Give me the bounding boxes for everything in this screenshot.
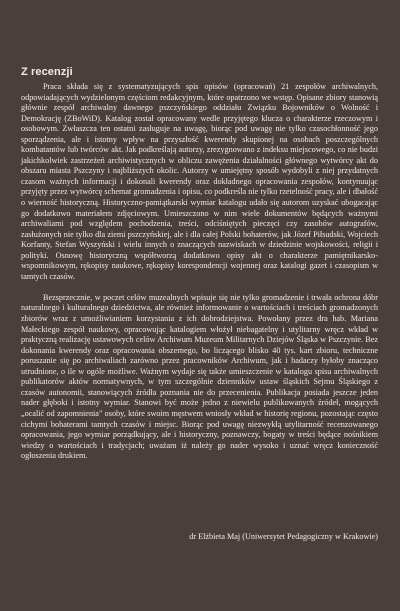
review-body <box>21 82 378 462</box>
review-paragraph-1: Praca składa się z systematyzujących spis opisów (opracowań) 21 zespołów archiwalnych, odpowiadających wydzielonym częściom redakcyjnym, które opatrzono we wstęp. Opisane zbiory stanowią głównie zespół archiwalny dawnego pszczyńskiego oddziału Związku Bojowników o Wolność i Demokrację (ZBoWiD). Katalog został opracowany wedle przyjętego klucza o charakterze rzeczowym i osobowym. Zwłaszcza ten ostatni zasługuje na uwagę, biorąc pod uwagę nie tylko czasochłonność jego sporządzenia, ale i istotny wpływ na przyszłość kwerendy skupionej na osobach poszczególnych kombatantów lub twórców akt. Jak podkreślają autorzy, zrezygnowano z indeksu miejscowego, co nie budzi jakichkolwiek zastrzeżeń archiwistycznych w obliczu zawężenia działalności głównego wytwórcy akt do obszaru miasta Pszczyny i najbliższych okolic. Autorzy w umiejętny sposób wydobyli z niej przydatnych czasom ważnych informacji i dokonali kwerendy oraz dokładnego opracowania zespołów, kontynuując przyjęty przez wytwórcę schemat gromadzenia i opisu, co podkreśla nie tylko rzetelność pracy, ale i dbałość o wierność historyczną. Historyczno-pamiątkarski wymiar katalogu udało się autorom uzyskać ubogacając go dodatkowo materiałem zdjęciowym. Umieszczono w nim wiele dokumentów będących ważnymi archiwaliami pod względem pochodzenia, treści, odciśniętych pieczęci czy zasobów autografów, zasłużonych nie tylko dla ziemi pszczyńskiej, ale i dla całej Polski bohaterów, jak Józef Piłsudski, Wojciech Korfanty, Stefan Wyszyński i wielu innych o znaczących nazwiskach w dziedzinie wojskowości, religii i polityki. Osnowę historyczną współtworzą dodatkowo opisy akt o charakterze pamiętnikarsko-wspomnikowym, rękopisy naukowe, rękopisy korespondencji wojennej oraz katalogi gazet i czasopism w tamtych czasów. <box>21 82 378 281</box>
review-heading: Z recenzji <box>21 66 73 78</box>
review-paragraph-2: Bezsprzecznie, w poczet celów muzealnych wpisuje się nie tylko gromadzenie i trwała ochrona dóbr naturalnego i kulturalnego dziedzictwa, ale również informowanie o wartościach i treściach gromadzonych zbiorów wraz z umożliwianiem korzystania z ich dobrodziejstwa. Powołany przez dra hab. Mariana Małeckiego zespół naukowy, opracowując katalogiem włożył niebagatelny i utylitarny wręcz wkład w praktyczną realizację ustawowych celów Archiwum Muzeum Militarnych Dziejów Śląska w Pszczynie. Bez dokonania kwerendy oraz opracowania obszernego, bo liczącego blisko 40 tys. kart zbioru, techniczne poruszanie się po archiwaliach zarówno przez pracowników Archiwum, jak i badaczy byłoby znacząco utrudnione, o ile w ogóle możliwe. Ważnym wydaje się także umieszczenie w katalogu spisu archiwalnych publikatorów aktów normatywnych, w tym szczególnie dzienników ustaw śląskich Sejmu Śląskiego z czasów autonomii, stanowiących źródła poznania nie do przecenienia. Publikacja posiada jeszcze jeden nader głęboki i istotny wymiar. Stanowi być może jedno z niewielu publikowanych źródeł, mogących „ocalić od zapomnienia" osoby, które swoim męstwem wniosły wkład w historię regionu, pozostając często cichymi bohaterami tamtych czasów i miejsc. Biorąc pod uwagę niezwykłą utylitarność recenzowanego opracowania, jego wymiar porządkujący, ale i historyczny, poznawczy, bogaty w treści będące nośnikiem wiedzy o wartościach i tradycjach; uważam iż należy go nader wysoko i uznać wręcz konieczność ogłoszenia drukiem. <box>21 292 378 461</box>
review-author: dr Elżbieta Maj (Uniwersytet Pedagogiczny w Krakowie) <box>189 532 378 541</box>
